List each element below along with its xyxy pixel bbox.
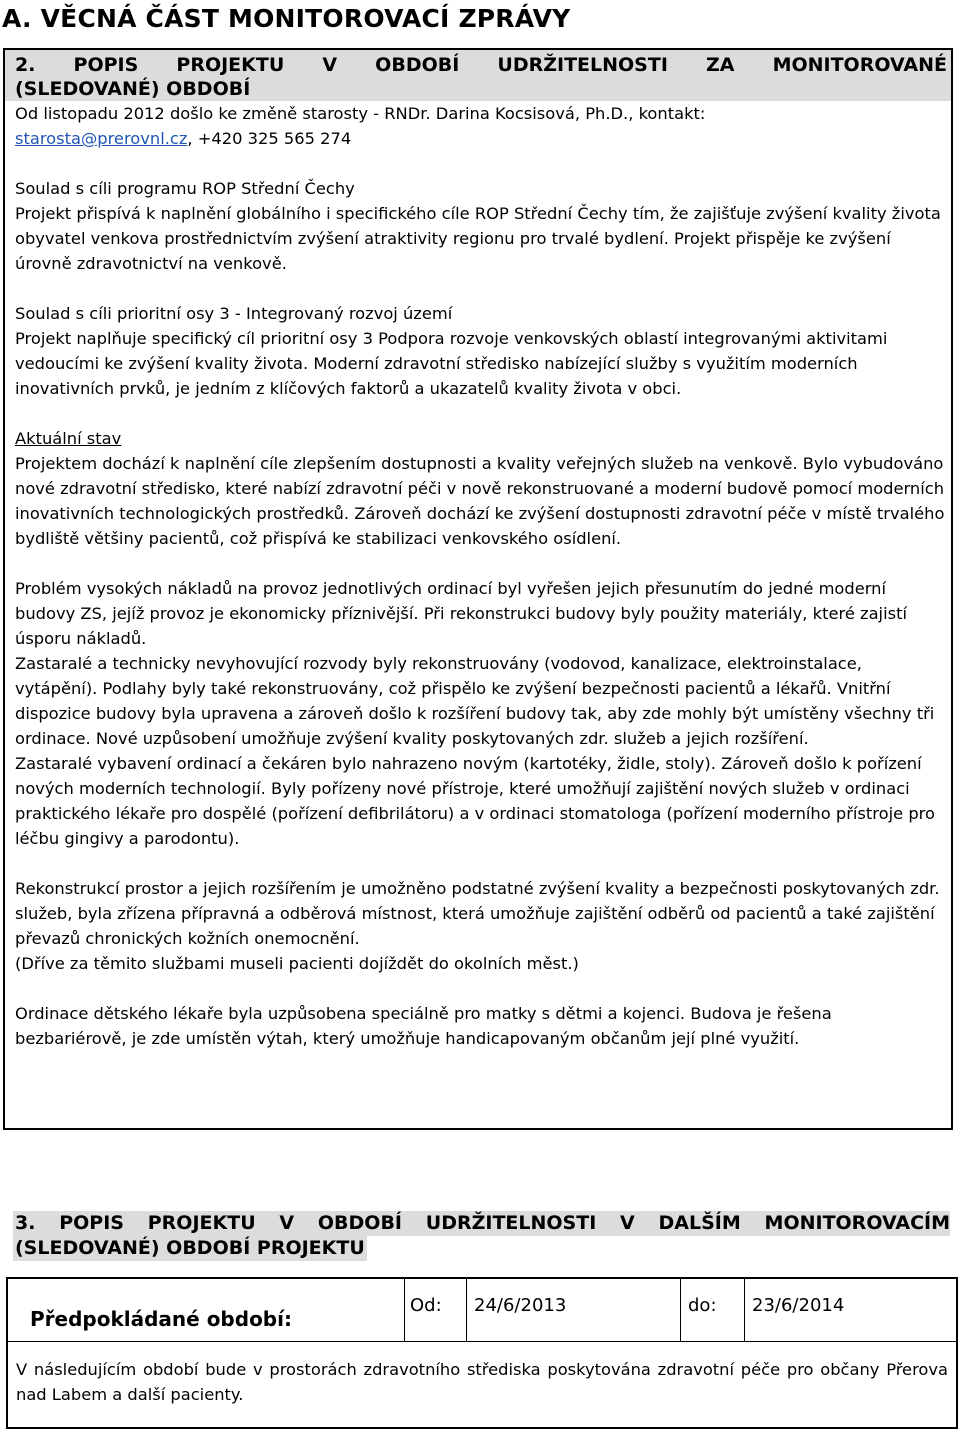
contact-text: Od listopadu 2012 došlo ke změně starosty - RNDr. Darina Kocsisová, Ph.D., kontakt: bbox=[15, 104, 706, 123]
do-label: do: bbox=[688, 1295, 717, 1316]
section-2-box bbox=[3, 48, 953, 1130]
axis-text: Projekt naplňuje specifický cíl prioritní osy 3 Podpora rozvoje venkovských oblastí integrovanými aktivitami vedoucími ke zvýšení kvality života. Moderní zdravotní středisko nabízející služby s využitím moderních inovativních prvků, je jedním z klíčových faktorů a ukazatelů kvality života v obci. bbox=[15, 329, 888, 398]
axis-heading: Soulad s cíli prioritní osy 3 - Integrovaný rozvoj území bbox=[15, 304, 453, 323]
od-label: Od: bbox=[410, 1295, 442, 1316]
period-label: Předpokládané období: bbox=[30, 1307, 292, 1331]
status-heading: Aktuální stav bbox=[15, 429, 122, 448]
rozvody-paragraph: Zastaralé a technicky nevyhovující rozvody byly rekonstruovány (vodovod, kanalizace, elektroinstalace, vytápění). Podlahy byly také rekonstruovány, což přispělo ke zvýšení bezpečnosti pacientů a lékařů. Vnitřní dispozice budovy byla upravena a zároveň došlo k rozšíření budovy tak, aby zde mohly být umístěny všechny tři ordinace. Nové uzpůsobení umožňuje zvýšení kvality poskytovaných zdr. služeb a jejich rozšíření. bbox=[15, 654, 935, 748]
period-row bbox=[8, 1279, 956, 1342]
email-link[interactable]: starosta@prerovnl.cz bbox=[15, 129, 188, 148]
ordinace-paragraph: Ordinace dětského lékaře byla uzpůsobena speciálně pro matky s dětmi a kojenci. Budova je řešena bezbariérově, je zde umístěn výtah, který umožňuje handicapovaným občanům její plné využití. bbox=[15, 1004, 832, 1048]
vybaveni-paragraph: Zastaralé vybavení ordinací a čekáren bylo nahrazeno novým (kartotéky, židle, stoly). Zároveň došlo k pořízení nových moderních technologií. Byly pořízeny nové přístroje, které umožňují zajištění nových služeb v ordinaci praktického lékaře pro dospělé (pořízení defibrilátoru) a v ordinaci stomatologa (pořízení moderního přístroje pro léčbu gingivy a parodontu). bbox=[15, 754, 935, 848]
do-value: 23/6/2014 bbox=[752, 1295, 845, 1316]
rop-heading: Soulad s cíli programu ROP Střední Čechy bbox=[15, 179, 355, 198]
phone-text: , +420 325 565 274 bbox=[187, 129, 352, 148]
section-2-content bbox=[5, 101, 951, 1051]
section-2-heading-line1: 2. POPIS PROJEKTU V OBDOBÍ UDRŽITELNOSTI ZA MONITOROVANÉ bbox=[15, 54, 947, 76]
section-2-heading bbox=[5, 50, 951, 101]
drive-paragraph: (Dříve za těmito službami museli pacienti dojíždět do okolních měst.) bbox=[15, 954, 579, 973]
section-3-box bbox=[6, 1277, 958, 1429]
rekonstrukce-paragraph: Rekonstrukcí prostor a jejich rozšířením je umožněno podstatné zvýšení kvality a bezpečnosti poskytovaných zdr. služeb, byla zřízena přípravná a odběrová místnost, která umožňuje zajištění odběrů od pacientů a také zajištění převazů chronických kožních onemocnění. bbox=[15, 879, 940, 948]
section-3-heading bbox=[13, 1211, 950, 1261]
problem-paragraph: Problém vysokých nákladů na provoz jednotlivých ordinací byl vyřešen jejich přesunutím do jedné moderní budovy ZS, jejíž provoz je ekonomicky příznivější. Při rekonstrukci budovy byly použity materiály, které zajistí úsporu nákladů. bbox=[15, 579, 907, 648]
section-3-description: V následujícím období bude v prostorách zdravotního střediska poskytována zdravotní péče pro občany Přerova nad Labem a další pacienty. bbox=[16, 1360, 948, 1404]
section-3-heading-line1: 3. POPIS PROJEKTU V OBDOBÍ UDRŽITELNOSTI V DALŠÍM MONITOROVACÍM bbox=[15, 1212, 950, 1234]
od-value: 24/6/2013 bbox=[474, 1295, 567, 1316]
rop-text: Projekt přispívá k naplnění globálního i specifického cíle ROP Střední Čechy tím, že zajišťuje zvýšení kvality života obyvatel venkova prostřednictvím zvýšení atraktivity regionu pro trvalé bydlení. Projekt přispěje ke zvýšení úrovně zdravotnictví na venkově. bbox=[15, 204, 941, 273]
status-text: Projektem dochází k naplnění cíle zlepšením dostupnosti a kvality veřejných služeb na venkově. Bylo vybudováno nové zdravotní středisko, které nabízí zdravotní péči v nově rekonstruované a moderní budově pomocí moderních inovativních technologických prostředků. Zároveň dochází ke zvýšení dostupnosti zdravotní péče v místě trvalého bydliště většiny pacientů, což přispívá ke stabilizaci venkovského osídlení. bbox=[15, 454, 945, 548]
page-title: A. VĚCNÁ ČÁST MONITOROVACÍ ZPRÁVY bbox=[2, 4, 571, 33]
section-2-heading-line2: (SLEDOVANÉ) OBDOBÍ bbox=[15, 78, 251, 100]
section-3-heading-line2: (SLEDOVANÉ) OBDOBÍ PROJEKTU bbox=[15, 1237, 365, 1259]
contact-paragraph bbox=[15, 101, 945, 151]
